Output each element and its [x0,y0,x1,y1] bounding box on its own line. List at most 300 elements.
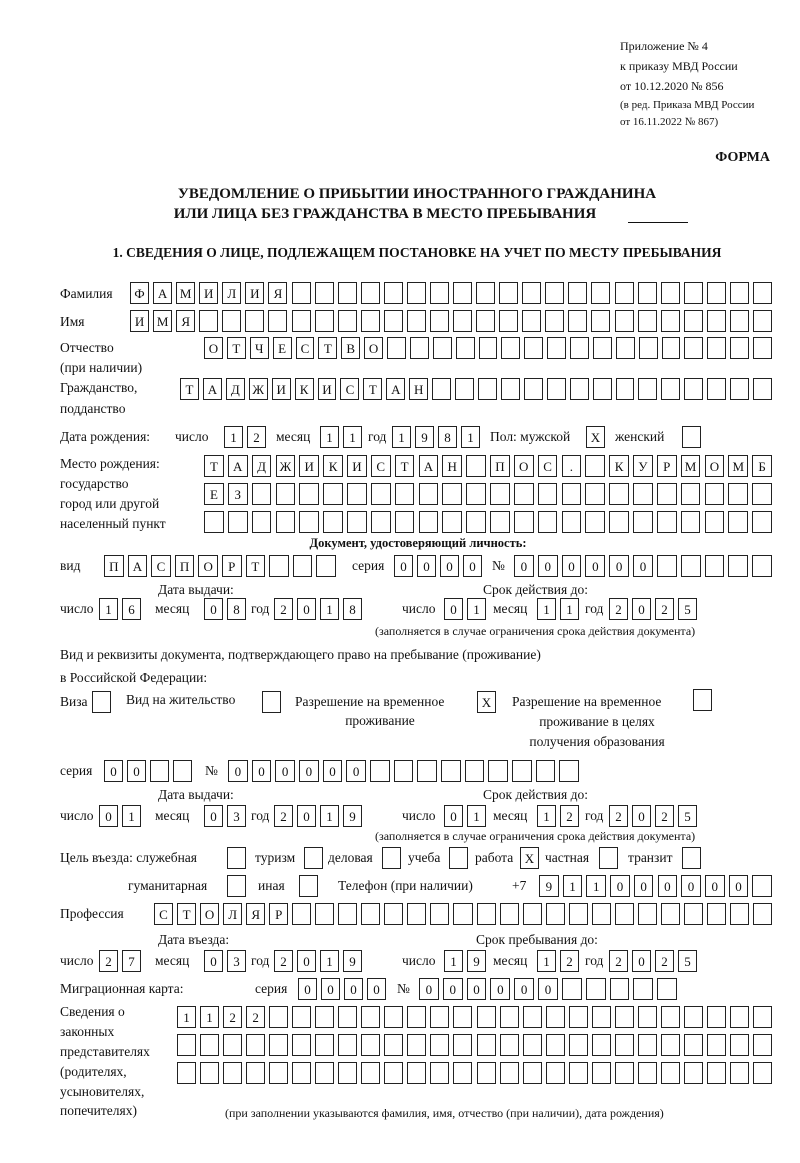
char-box[interactable] [500,903,519,925]
char-box[interactable] [430,1034,449,1056]
char-box[interactable] [269,1062,288,1084]
char-box[interactable] [430,1062,449,1084]
char-box[interactable]: 2 [655,805,674,827]
char-box[interactable]: 0 [297,805,316,827]
char-box[interactable] [661,378,680,400]
char-box[interactable]: 2 [246,1006,265,1028]
entry-month-boxes[interactable] [204,950,250,972]
name-boxes[interactable] [130,310,776,332]
char-box[interactable] [593,378,612,400]
char-box[interactable] [681,483,701,505]
char-box[interactable]: П [175,555,195,577]
char-box[interactable] [466,483,486,505]
right-doc-issue-month-boxes[interactable] [204,805,250,827]
char-box[interactable]: С [296,337,315,359]
char-box[interactable] [705,483,725,505]
char-box[interactable]: 0 [344,978,363,1000]
char-box[interactable] [246,1034,265,1056]
char-box[interactable] [730,337,749,359]
char-box[interactable]: 8 [227,598,246,620]
char-box[interactable]: X [520,847,539,869]
char-box[interactable] [524,378,543,400]
char-box[interactable] [684,1034,703,1056]
char-box[interactable] [633,511,653,533]
char-box[interactable]: 6 [122,598,141,620]
char-box[interactable]: 0 [321,978,340,1000]
char-box[interactable] [456,337,475,359]
char-box[interactable]: А [203,378,222,400]
char-box[interactable] [753,378,772,400]
citizenship-boxes[interactable] [180,378,776,400]
char-box[interactable]: И [130,310,149,332]
char-box[interactable]: 0 [104,760,123,782]
char-box[interactable]: Е [273,337,292,359]
char-box[interactable] [661,310,680,332]
char-box[interactable]: 2 [609,598,628,620]
char-box[interactable] [730,1034,749,1056]
char-box[interactable] [269,1034,288,1056]
char-box[interactable] [568,282,587,304]
char-box[interactable] [292,1034,311,1056]
char-box[interactable] [562,511,582,533]
char-box[interactable]: 7 [122,950,141,972]
char-box[interactable]: Т [246,555,266,577]
char-box[interactable] [419,511,439,533]
doc-type-boxes[interactable] [104,555,340,577]
char-box[interactable]: 1 [537,805,556,827]
char-box[interactable]: 0 [204,598,223,620]
char-box[interactable] [453,1034,472,1056]
char-box[interactable]: 0 [323,760,343,782]
char-box[interactable] [728,483,748,505]
char-box[interactable] [200,1034,219,1056]
char-box[interactable] [293,555,313,577]
char-box[interactable] [753,1062,772,1084]
char-box[interactable] [382,847,401,869]
char-box[interactable]: А [128,555,148,577]
char-box[interactable] [638,1062,657,1084]
char-box[interactable]: Я [176,310,195,332]
char-box[interactable] [599,847,618,869]
char-box[interactable] [466,455,486,477]
char-box[interactable]: 0 [490,978,510,1000]
char-box[interactable] [546,903,565,925]
char-box[interactable] [570,337,589,359]
char-box[interactable]: 0 [275,760,295,782]
char-box[interactable] [753,1006,772,1028]
char-box[interactable] [615,1034,634,1056]
purpose-transit-checkbox[interactable] [682,847,705,869]
char-box[interactable] [559,760,579,782]
char-box[interactable] [730,378,749,400]
birthplace-row-1[interactable] [204,455,776,477]
reps-row-1[interactable] [177,1006,776,1028]
char-box[interactable] [430,282,449,304]
char-box[interactable] [292,1062,311,1084]
char-box[interactable]: Д [252,455,272,477]
char-box[interactable]: X [477,691,496,713]
char-box[interactable] [292,903,311,925]
char-box[interactable]: Т [318,337,337,359]
char-box[interactable] [684,282,703,304]
char-box[interactable] [292,1006,311,1028]
char-box[interactable] [347,511,367,533]
char-box[interactable]: 0 [297,950,316,972]
char-box[interactable] [684,1006,703,1028]
char-box[interactable] [323,511,343,533]
char-box[interactable] [546,1006,565,1028]
char-box[interactable] [705,511,725,533]
char-box[interactable]: 3 [227,805,246,827]
char-box[interactable] [681,555,701,577]
char-box[interactable] [684,310,703,332]
char-box[interactable] [245,310,264,332]
doc-valid-month-boxes[interactable] [537,598,583,620]
char-box[interactable] [569,1006,588,1028]
char-box[interactable]: 1 [200,1006,219,1028]
char-box[interactable]: Л [222,282,241,304]
char-box[interactable]: М [153,310,172,332]
char-box[interactable] [501,337,520,359]
char-box[interactable]: 9 [415,426,434,448]
char-box[interactable] [638,378,657,400]
char-box[interactable]: 2 [247,426,266,448]
char-box[interactable] [615,282,634,304]
char-box[interactable]: 1 [320,598,339,620]
purpose-work-checkbox[interactable] [520,847,543,869]
char-box[interactable] [638,282,657,304]
char-box[interactable]: О [200,903,219,925]
char-box[interactable]: Н [442,455,462,477]
char-box[interactable]: 0 [538,555,558,577]
trp-checkbox[interactable] [477,691,500,713]
char-box[interactable]: 1 [560,598,579,620]
char-box[interactable] [752,483,772,505]
char-box[interactable]: 2 [223,1006,242,1028]
char-box[interactable] [338,1006,357,1028]
char-box[interactable] [222,310,241,332]
char-box[interactable] [370,760,390,782]
char-box[interactable] [592,1006,611,1028]
char-box[interactable]: С [151,555,171,577]
char-box[interactable]: О [705,455,725,477]
char-box[interactable]: Ж [249,378,268,400]
char-box[interactable]: 1 [444,950,463,972]
char-box[interactable] [442,483,462,505]
char-box[interactable] [538,483,558,505]
char-box[interactable]: 1 [467,805,486,827]
char-box[interactable] [562,978,582,1000]
char-box[interactable] [570,378,589,400]
char-box[interactable] [417,760,437,782]
char-box[interactable] [430,310,449,332]
char-box[interactable] [361,903,380,925]
char-box[interactable] [661,903,680,925]
char-box[interactable]: X [586,426,605,448]
char-box[interactable]: И [272,378,291,400]
char-box[interactable]: 0 [514,978,534,1000]
char-box[interactable] [430,903,449,925]
char-box[interactable] [227,875,246,897]
char-box[interactable] [538,511,558,533]
char-box[interactable]: 0 [634,875,654,897]
birth-year-boxes[interactable] [392,426,484,448]
char-box[interactable] [252,511,272,533]
char-box[interactable] [478,378,497,400]
visa-checkbox[interactable] [92,691,115,713]
char-box[interactable]: 2 [655,950,674,972]
char-box[interactable] [661,1062,680,1084]
char-box[interactable]: 0 [610,875,630,897]
char-box[interactable] [585,483,605,505]
stay-day-boxes[interactable] [444,950,490,972]
char-box[interactable] [728,555,748,577]
char-box[interactable]: 0 [562,555,582,577]
char-box[interactable]: Л [223,903,242,925]
char-box[interactable] [299,511,319,533]
char-box[interactable] [410,337,429,359]
char-box[interactable]: С [371,455,391,477]
trp-education-checkbox[interactable] [693,689,716,711]
char-box[interactable] [753,282,772,304]
char-box[interactable] [407,1006,426,1028]
char-box[interactable] [419,483,439,505]
char-box[interactable] [204,511,224,533]
char-box[interactable] [500,1034,519,1056]
char-box[interactable] [592,1062,611,1084]
char-box[interactable] [276,511,296,533]
char-box[interactable] [562,483,582,505]
char-box[interactable]: И [199,282,218,304]
char-box[interactable] [592,903,611,925]
char-box[interactable] [638,310,657,332]
char-box[interactable] [338,1062,357,1084]
char-box[interactable] [407,310,426,332]
char-box[interactable] [315,282,334,304]
char-box[interactable] [728,511,748,533]
char-box[interactable]: Р [222,555,242,577]
char-box[interactable] [361,1034,380,1056]
char-box[interactable] [523,903,542,925]
char-box[interactable] [315,310,334,332]
char-box[interactable] [432,378,451,400]
purpose-other-checkbox[interactable] [299,875,322,897]
char-box[interactable] [199,310,218,332]
char-box[interactable] [223,1062,242,1084]
char-box[interactable]: Ж [276,455,296,477]
char-box[interactable] [453,282,472,304]
char-box[interactable] [269,1006,288,1028]
char-box[interactable] [476,310,495,332]
char-box[interactable] [639,337,658,359]
char-box[interactable]: 0 [99,805,118,827]
char-box[interactable]: 0 [444,598,463,620]
char-box[interactable] [682,426,701,448]
char-box[interactable]: О [364,337,383,359]
doc-issue-month-boxes[interactable] [204,598,250,620]
char-box[interactable] [490,511,510,533]
title-blank-line[interactable] [628,222,688,223]
char-box[interactable] [707,282,726,304]
char-box[interactable] [315,1006,334,1028]
char-box[interactable] [384,282,403,304]
char-box[interactable] [753,1034,772,1056]
char-box[interactable] [449,847,468,869]
char-box[interactable] [441,760,461,782]
stay-month-boxes[interactable] [537,950,583,972]
char-box[interactable]: 1 [122,805,141,827]
char-box[interactable]: 1 [467,598,486,620]
char-box[interactable] [501,378,520,400]
char-box[interactable] [394,760,414,782]
char-box[interactable]: С [340,378,359,400]
char-box[interactable] [522,310,541,332]
char-box[interactable] [707,903,726,925]
char-box[interactable] [514,483,534,505]
right-doc-issue-year-boxes[interactable] [274,805,366,827]
char-box[interactable]: 0 [632,598,651,620]
char-box[interactable] [610,978,630,1000]
char-box[interactable] [752,875,772,897]
char-box[interactable] [707,310,726,332]
char-box[interactable] [500,1062,519,1084]
char-box[interactable]: 0 [440,555,459,577]
char-box[interactable] [546,1062,565,1084]
char-box[interactable]: В [341,337,360,359]
char-box[interactable]: Б [752,455,772,477]
char-box[interactable]: П [104,555,124,577]
char-box[interactable] [661,282,680,304]
char-box[interactable] [730,282,749,304]
char-box[interactable]: 2 [560,805,579,827]
char-box[interactable]: О [198,555,218,577]
char-box[interactable]: Е [204,483,224,505]
char-box[interactable] [490,483,510,505]
char-box[interactable] [453,310,472,332]
char-box[interactable]: З [228,483,248,505]
right-doc-valid-year-boxes[interactable] [609,805,701,827]
char-box[interactable] [177,1062,196,1084]
char-box[interactable]: 0 [729,875,749,897]
char-box[interactable] [752,511,772,533]
char-box[interactable]: О [514,455,534,477]
char-box[interactable]: 8 [438,426,457,448]
char-box[interactable]: . [562,455,582,477]
char-box[interactable] [730,903,749,925]
char-box[interactable] [730,1062,749,1084]
char-box[interactable] [430,1006,449,1028]
char-box[interactable] [661,1034,680,1056]
char-box[interactable]: К [323,455,343,477]
char-box[interactable] [591,310,610,332]
char-box[interactable] [682,847,701,869]
char-box[interactable] [546,1034,565,1056]
char-box[interactable] [442,511,462,533]
char-box[interactable] [545,310,564,332]
char-box[interactable]: 0 [417,555,436,577]
char-box[interactable] [407,903,426,925]
residence-permit-checkbox[interactable] [262,691,285,713]
char-box[interactable] [262,691,281,713]
char-box[interactable]: 0 [443,978,463,1000]
char-box[interactable]: 9 [539,875,559,897]
char-box[interactable] [292,310,311,332]
patronymic-boxes[interactable] [204,337,776,359]
char-box[interactable] [384,1062,403,1084]
char-box[interactable] [407,282,426,304]
char-box[interactable] [585,455,605,477]
char-box[interactable] [465,760,485,782]
purpose-study-checkbox[interactable] [449,847,472,869]
char-box[interactable]: Т [395,455,415,477]
char-box[interactable] [684,1062,703,1084]
doc-issue-day-boxes[interactable] [99,598,145,620]
migration-number-boxes[interactable] [419,978,681,1000]
char-box[interactable]: 2 [655,598,674,620]
char-box[interactable]: 8 [343,598,362,620]
char-box[interactable] [569,903,588,925]
char-box[interactable] [252,483,272,505]
char-box[interactable] [514,511,534,533]
char-box[interactable]: К [295,378,314,400]
char-box[interactable]: 0 [127,760,146,782]
char-box[interactable]: 0 [252,760,272,782]
char-box[interactable]: И [347,455,367,477]
char-box[interactable] [681,511,701,533]
char-box[interactable]: Т [204,455,224,477]
char-box[interactable] [476,282,495,304]
reps-row-2[interactable] [177,1034,776,1056]
char-box[interactable] [395,511,415,533]
char-box[interactable]: 3 [227,950,246,972]
char-box[interactable] [228,511,248,533]
char-box[interactable] [662,337,681,359]
char-box[interactable] [522,282,541,304]
char-box[interactable] [453,1006,472,1028]
char-box[interactable]: А [419,455,439,477]
char-box[interactable] [384,310,403,332]
char-box[interactable] [92,691,111,713]
char-box[interactable]: Ф [130,282,149,304]
char-box[interactable]: С [154,903,173,925]
char-box[interactable] [536,760,556,782]
purpose-service-checkbox[interactable] [227,847,250,869]
char-box[interactable] [684,903,703,925]
profession-boxes[interactable] [154,903,776,925]
char-box[interactable] [616,378,635,400]
char-box[interactable] [338,282,357,304]
char-box[interactable] [361,282,380,304]
char-box[interactable] [315,1062,334,1084]
char-box[interactable]: Я [246,903,265,925]
char-box[interactable]: 0 [204,805,223,827]
char-box[interactable] [693,689,712,711]
char-box[interactable] [638,1034,657,1056]
char-box[interactable] [384,1034,403,1056]
char-box[interactable] [657,511,677,533]
char-box[interactable] [568,310,587,332]
char-box[interactable] [615,1062,634,1084]
char-box[interactable]: 1 [392,426,411,448]
char-box[interactable]: 0 [346,760,366,782]
char-box[interactable]: 0 [681,875,701,897]
char-box[interactable] [547,337,566,359]
char-box[interactable] [433,337,452,359]
reps-row-3[interactable] [177,1062,776,1084]
char-box[interactable] [223,1034,242,1056]
char-box[interactable] [453,1062,472,1084]
surname-boxes[interactable] [130,282,776,304]
